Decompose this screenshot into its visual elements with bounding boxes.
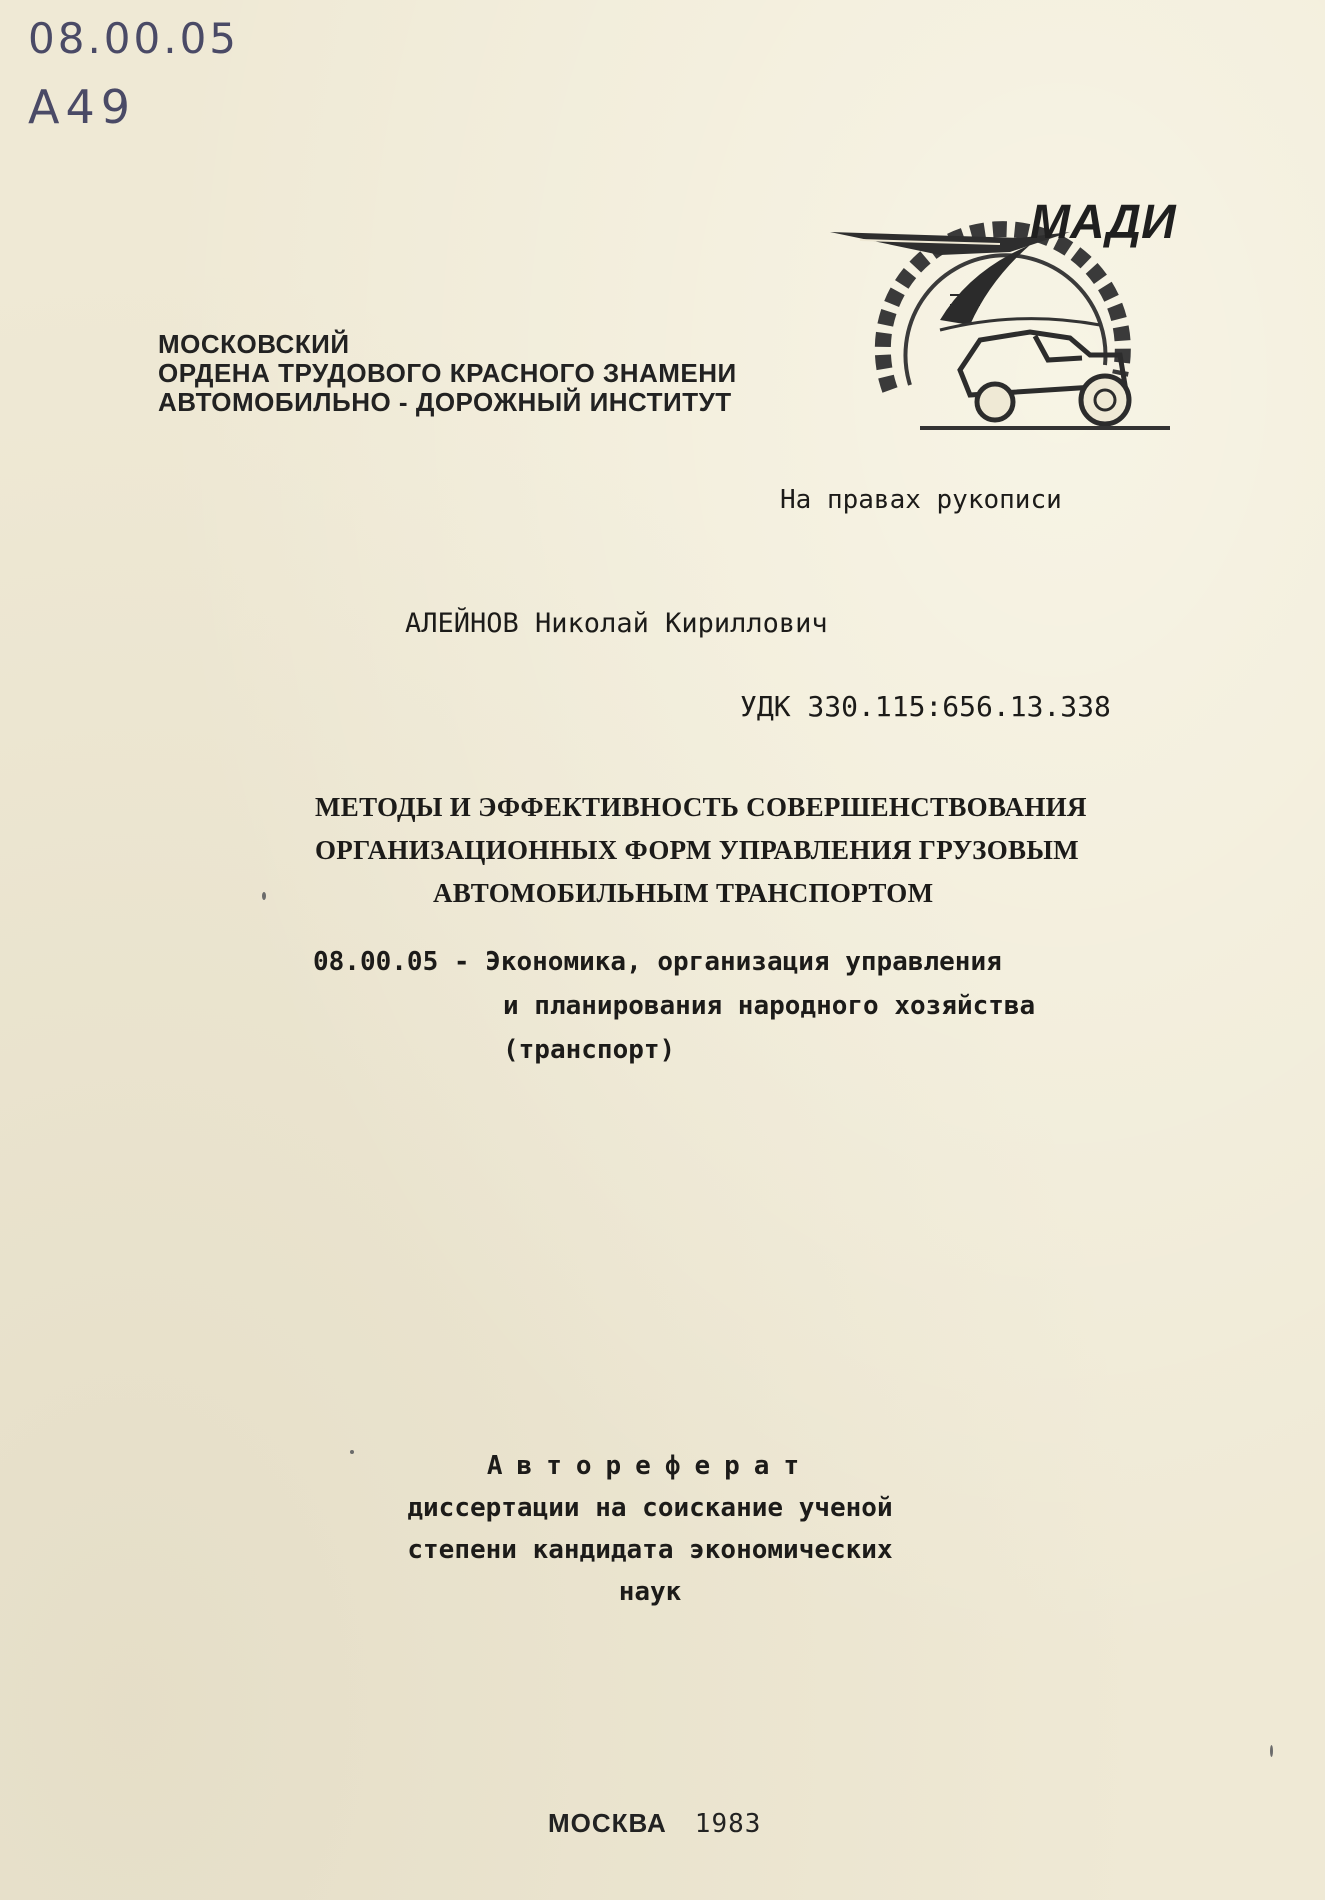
abstract-block [340, 1445, 960, 1613]
institution-line-2: ОРДЕНА ТРУДОВОГО КРАСНОГО ЗНАМЕНИ [158, 358, 737, 388]
specialty-block [313, 940, 1035, 1072]
title-line-2: ОРГАНИЗАЦИОННЫХ ФОРМ УПРАВЛЕНИЯ ГРУЗОВЫМ [315, 835, 1079, 865]
abstract-heading: Автореферат [486, 1451, 814, 1481]
madi-logo-icon [820, 160, 1200, 440]
udk-code: УДК 330.115:656.13.338 [740, 690, 1111, 723]
paper-speck [262, 892, 266, 900]
imprint-city: МОСКВА [548, 1808, 667, 1838]
handwritten-code: 08.00.05 [28, 14, 240, 63]
specialty-line-3: (транспорт) [503, 1035, 676, 1065]
abstract-line-4: наук [618, 1577, 682, 1607]
institution-header [158, 330, 737, 417]
author-name: АЛЕЙНОВ Николай Кириллович [405, 608, 828, 639]
paper-speck [350, 1450, 354, 1454]
specialty-line-1: 08.00.05 - Экономика, организация управления [313, 947, 1002, 977]
title-line-1: МЕТОДЫ И ЭФФЕКТИВНОСТЬ СОВЕРШЕНСТВОВАНИЯ [315, 792, 1087, 822]
institution-line-1: МОСКОВСКИЙ [158, 329, 350, 359]
handwritten-mark: А49 [28, 80, 137, 134]
abstract-line-3: степени кандидата экономических [407, 1535, 893, 1565]
imprint-year: 1983 [694, 1809, 762, 1839]
rights-note: На правах рукописи [780, 485, 1062, 515]
document-title [315, 786, 1087, 915]
abstract-line-2: диссертации на соискание ученой [407, 1493, 893, 1523]
imprint [548, 1808, 761, 1839]
logo-text: МАДИ [1030, 196, 1176, 249]
paper-speck [1270, 1745, 1273, 1757]
specialty-line-2: и планирования народного хозяйства [503, 991, 1036, 1021]
title-line-3: АВТОМОБИЛЬНЫМ ТРАНСПОРТОМ [433, 878, 934, 908]
institution-line-3: АВТОМОБИЛЬНО - ДОРОЖНЫЙ ИНСТИТУТ [158, 387, 732, 417]
